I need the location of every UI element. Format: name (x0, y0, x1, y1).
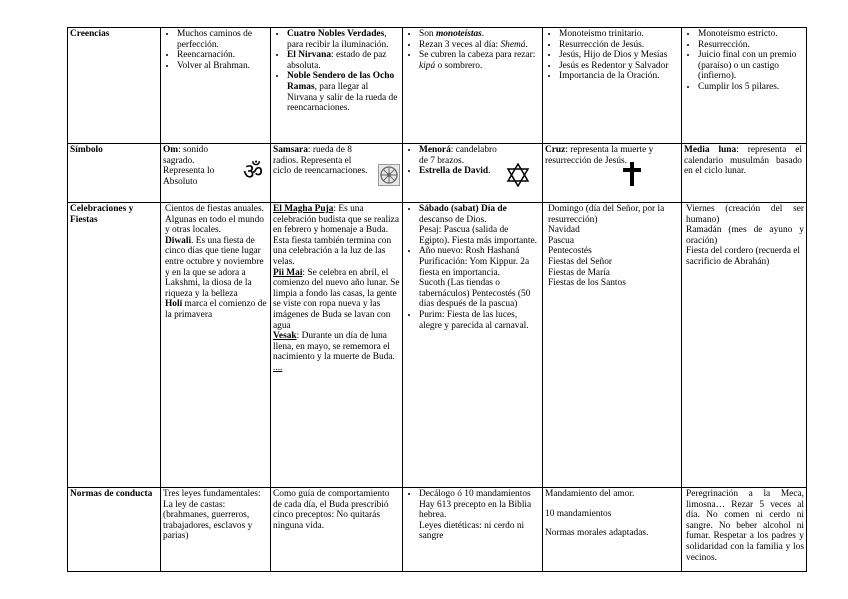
row-normas (68, 488, 807, 572)
om-symbol-icon (238, 160, 268, 182)
normas-islam-cell: Peregrinación a la Meca, limosna… Rezar 5 veces al día. No comen ni cerdo ni sangre. No beber alcohol ni fumar. Respetar a los padres y solidaridad con la familia y los vecinos. (682, 488, 807, 572)
creencias-islam-cell (682, 28, 807, 144)
list-item: • Rezan 3 veces al día: Shemá. (419, 40, 540, 51)
latin-cross-icon (585, 162, 679, 186)
list-item: • Cumplir los 5 pilares. (698, 82, 804, 93)
creencias-cristianismo-cell (543, 28, 682, 144)
list-item: • Cuatro Nobles Verdades, para recibir la iluminación. (287, 29, 400, 50)
dharma-wheel-icon (378, 164, 400, 186)
list-item: • Juicio final con un premio (paraíso) o un castigo (infierno). (698, 50, 804, 82)
list-item: • Reencarnación. (177, 50, 268, 61)
simbolo-judaismo-cell (403, 144, 543, 203)
simbolo-islam-cell: Media luna: representa el calendario musulmán basado en el ciclo lunar. (682, 144, 807, 203)
celebraciones-islam-cell: Viernes (creación del ser humano) Ramadán (mes de ayuno y oración) Fiesta del cordero (recuerda el sacrificio de Abrahán) (682, 203, 807, 488)
list-item: • Menorá: candelabro de 7 brazos. (419, 145, 506, 166)
list-item: • El Nirvana: estado de paz absoluta. (287, 50, 400, 71)
list-item: • Volver al Brahman. (177, 61, 268, 72)
list-item: • Monoteísmo trinitario. (559, 29, 679, 40)
list-item: • Decálogo ó 10 mandamientos Hay 613 precepto en la Biblia hebrea. Leyes dietéticas: ni cerdo ni sangre (419, 489, 540, 542)
list-item: • Se cubren la cabeza para rezar: kipá o sombrero. (419, 50, 540, 71)
heading-normas: Normas de conducta (68, 488, 161, 572)
creencias-budismo-cell (271, 28, 403, 144)
heading-simbolo: Símbolo (68, 144, 161, 203)
svg-text:ॐ: ॐ (242, 160, 264, 182)
list-item: • Jesús es Redentor y Salvador (559, 61, 679, 72)
symbol-term: Media luna (684, 145, 737, 155)
celebraciones-hinduismo-cell: Cientos de fiestas anuales. Algunas en todo el mundo y otras locales. Diwali. Es una fiesta de cinco días que tiene lugar entre octubre y noviembre y en la que se adora a Lakshmi, la diosa de la riqueza y la belleza Holi marca el comienzo de la primavera (161, 203, 271, 488)
star-of-david-icon (506, 163, 530, 187)
celebraciones-budismo-cell: El Magha Puja: Es una celebración budista que se realiza en febrero y homenaje a Buda. Esta fiesta también termina con una celebración a la luz de las velas. Pii Mai: Se celebra en abril, el comienzo del nuevo año lunar. Se limpia a fondo las casas, la gente se viste con ropa nueva y las imágenes de Buda se lavan con agua Vesak: Durante un día de luna llena, en mayo, se rememora el nacimiento y la muerte de Buda. .... (271, 203, 403, 488)
list-item: • Jesús, Hijo de Dios y Mesías (559, 50, 679, 61)
row-creencias (68, 28, 807, 144)
celebraciones-cristianismo-cell: Domingo (día del Señor, por la resurrección) Navidad Pascua Pentecostés Fiestas del Señor Fiestas de María Fiestas de los Santos (543, 203, 682, 488)
simbolo-budismo-cell: Samsara: rueda de 8 radios. Representa el ciclo de reencarnaciones. (271, 144, 403, 203)
normas-budismo-cell: Como guía de comportamiento de cada día, el Buda prescribió cinco preceptos: No quitarás ninguna vida. (271, 488, 403, 572)
heading-celebraciones: Celebraciones y Fiestas (68, 203, 161, 488)
list-item: • Año nuevo: Rosh Hashaná Purificación: Yom Kippur. 2a fiesta en importancia. Sucoth (Las tiendas o tabernáculos) Pentecostés (50 días después de la pascua) (419, 246, 540, 310)
heading-creencias: Creencias (68, 28, 161, 144)
crescent-moon-icon (784, 155, 802, 173)
list-item: • Noble Sendero de las Ocho Ramas, para llegar al Nirvana y salir de la rueda de reencarnaciones. (287, 71, 400, 113)
row-simbolo (68, 144, 807, 203)
list-item: • Resurrección. (698, 40, 804, 51)
simbolo-hinduismo-cell: Om: sonido sagrado. Representa lo Absoluto ॐ (161, 144, 271, 203)
list-item: • Sábado (sabat) Día de descanso de Dios. Pesaj: Pascua (salida de Egipto). Fiesta más importante. (419, 204, 540, 246)
symbol-term: Samsara (273, 145, 308, 155)
symbol-term: Om (163, 145, 179, 155)
creencias-hinduismo-cell (161, 28, 271, 144)
list-item: • Monoteísmo estricto. (698, 29, 804, 40)
normas-cristianismo-cell: Mandamiento del amor. 10 mandamientos Normas morales adaptadas. (543, 488, 682, 572)
normas-hinduismo-cell: Tres leyes fundamentales: La ley de castas: (brahmanes, guerreros, trabajadores, esclavos y parias) (161, 488, 271, 572)
row-celebraciones (68, 203, 807, 488)
simbolo-cristianismo-cell: Cruz: representa la muerte y resurrección de Jesús. (543, 144, 682, 203)
list-item: • Resurrección de Jesús. (559, 40, 679, 51)
list-item: • Son monoteístas. (419, 29, 540, 40)
celebraciones-judaismo-cell (403, 203, 543, 488)
religions-comparison-table (67, 27, 807, 572)
symbol-term: Cruz (545, 145, 566, 155)
list-item: • Importancia de la Oración. (559, 71, 679, 82)
list-item: • Estrella de David. (419, 166, 506, 177)
creencias-judaismo-cell (403, 28, 543, 144)
list-item: • Muchos caminos de perfección. (177, 29, 268, 50)
normas-judaismo-cell (403, 488, 543, 572)
list-item: • Purim: Fiesta de las luces, alegre y parecida al carnaval. (419, 310, 540, 331)
